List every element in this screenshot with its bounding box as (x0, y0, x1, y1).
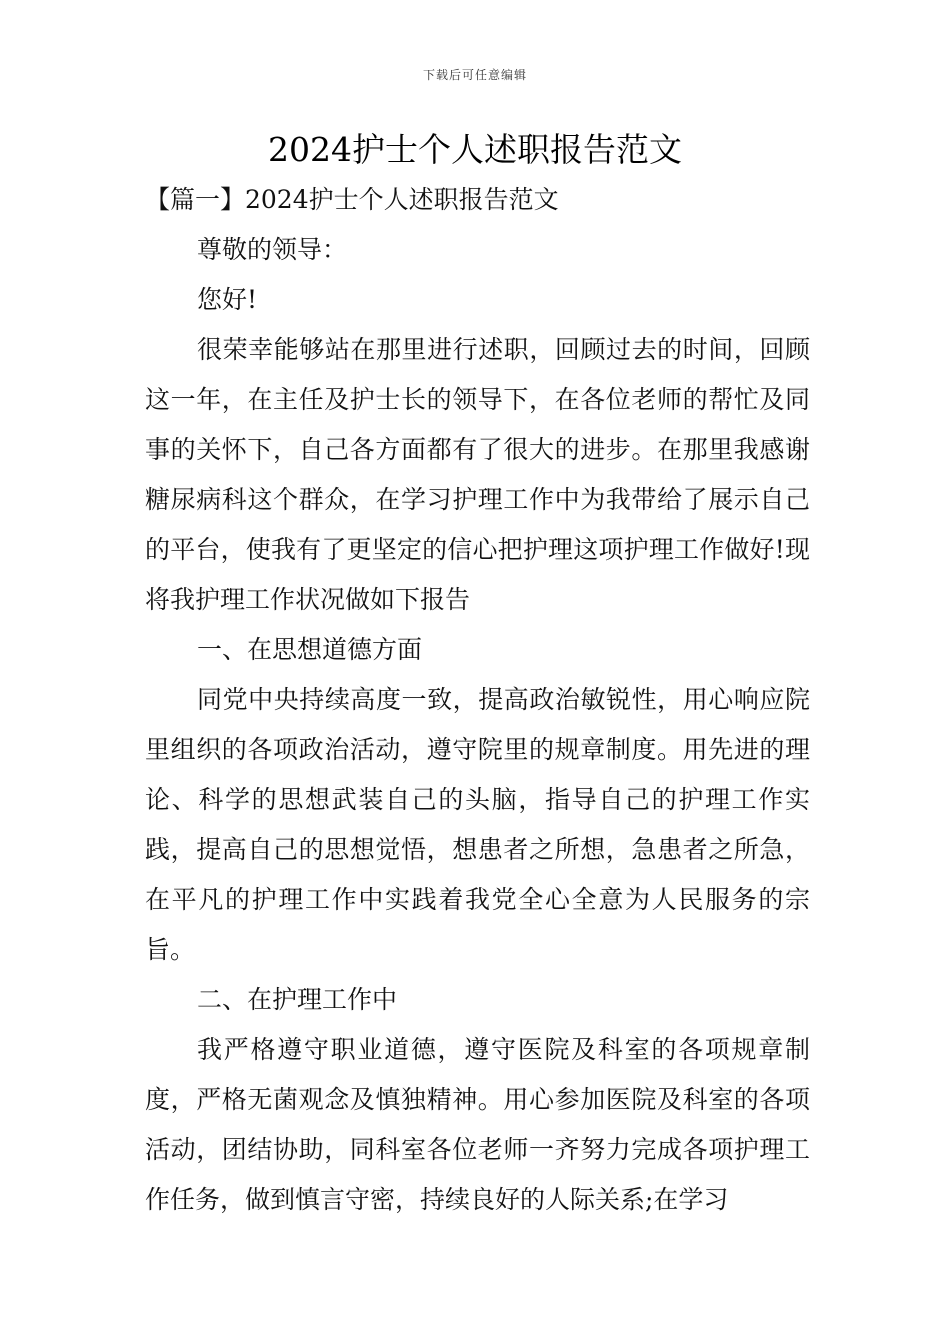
subheading-ideology: 一、在思想道德方面 (197, 635, 423, 664)
salutation: 尊敬的领导： (197, 235, 348, 264)
paragraph-nursing-work: 我严格遵守职业道德，遵守医院及科室的各项规章制度，严格无菌观念及慎独精神。用心参加医院及科室的各项活动，团结协助，同科室各位老师一齐努力完成各项护理工作任务，做到慎言守密，持续良好的人际关系;在学习 (145, 1035, 810, 1214)
paragraph-intro: 很荣幸能够站在那里进行述职，回顾过去的时间，回顾这一年，在主任及护士长的领导下，在各位老师的帮忙及同事的关怀下，自己各方面都有了很大的进步。在那里我感谢糖尿病科这个群众，在学习护理工作中为我带给了展示自己的平台，使我有了更坚定的信心把护理这项护理工作做好!现将我护理工作状况做如下报告 (145, 335, 810, 614)
section-heading: 【篇一】2024护士个人述职报告范文 (145, 185, 559, 214)
document-title: 2024护士个人述职报告范文 (268, 130, 682, 169)
greeting: 您好! (197, 285, 258, 314)
document-body (145, 175, 810, 1225)
paragraph-ideology: 同党中央持续高度一致，提高政治敏锐性，用心响应院里组织的各项政治活动，遵守院里的规章制度。用先进的理论、科学的思想武装自己的头脑，指导自己的护理工作实践，提高自己的思想觉悟，想患者之所想，急患者之所急，在平凡的护理工作中实践着我党全心全意为人民服务的宗旨。 (145, 685, 810, 964)
page-header-note: 下载后可任意编辑 (422, 68, 527, 82)
subheading-nursing-work: 二、在护理工作中 (197, 985, 398, 1014)
